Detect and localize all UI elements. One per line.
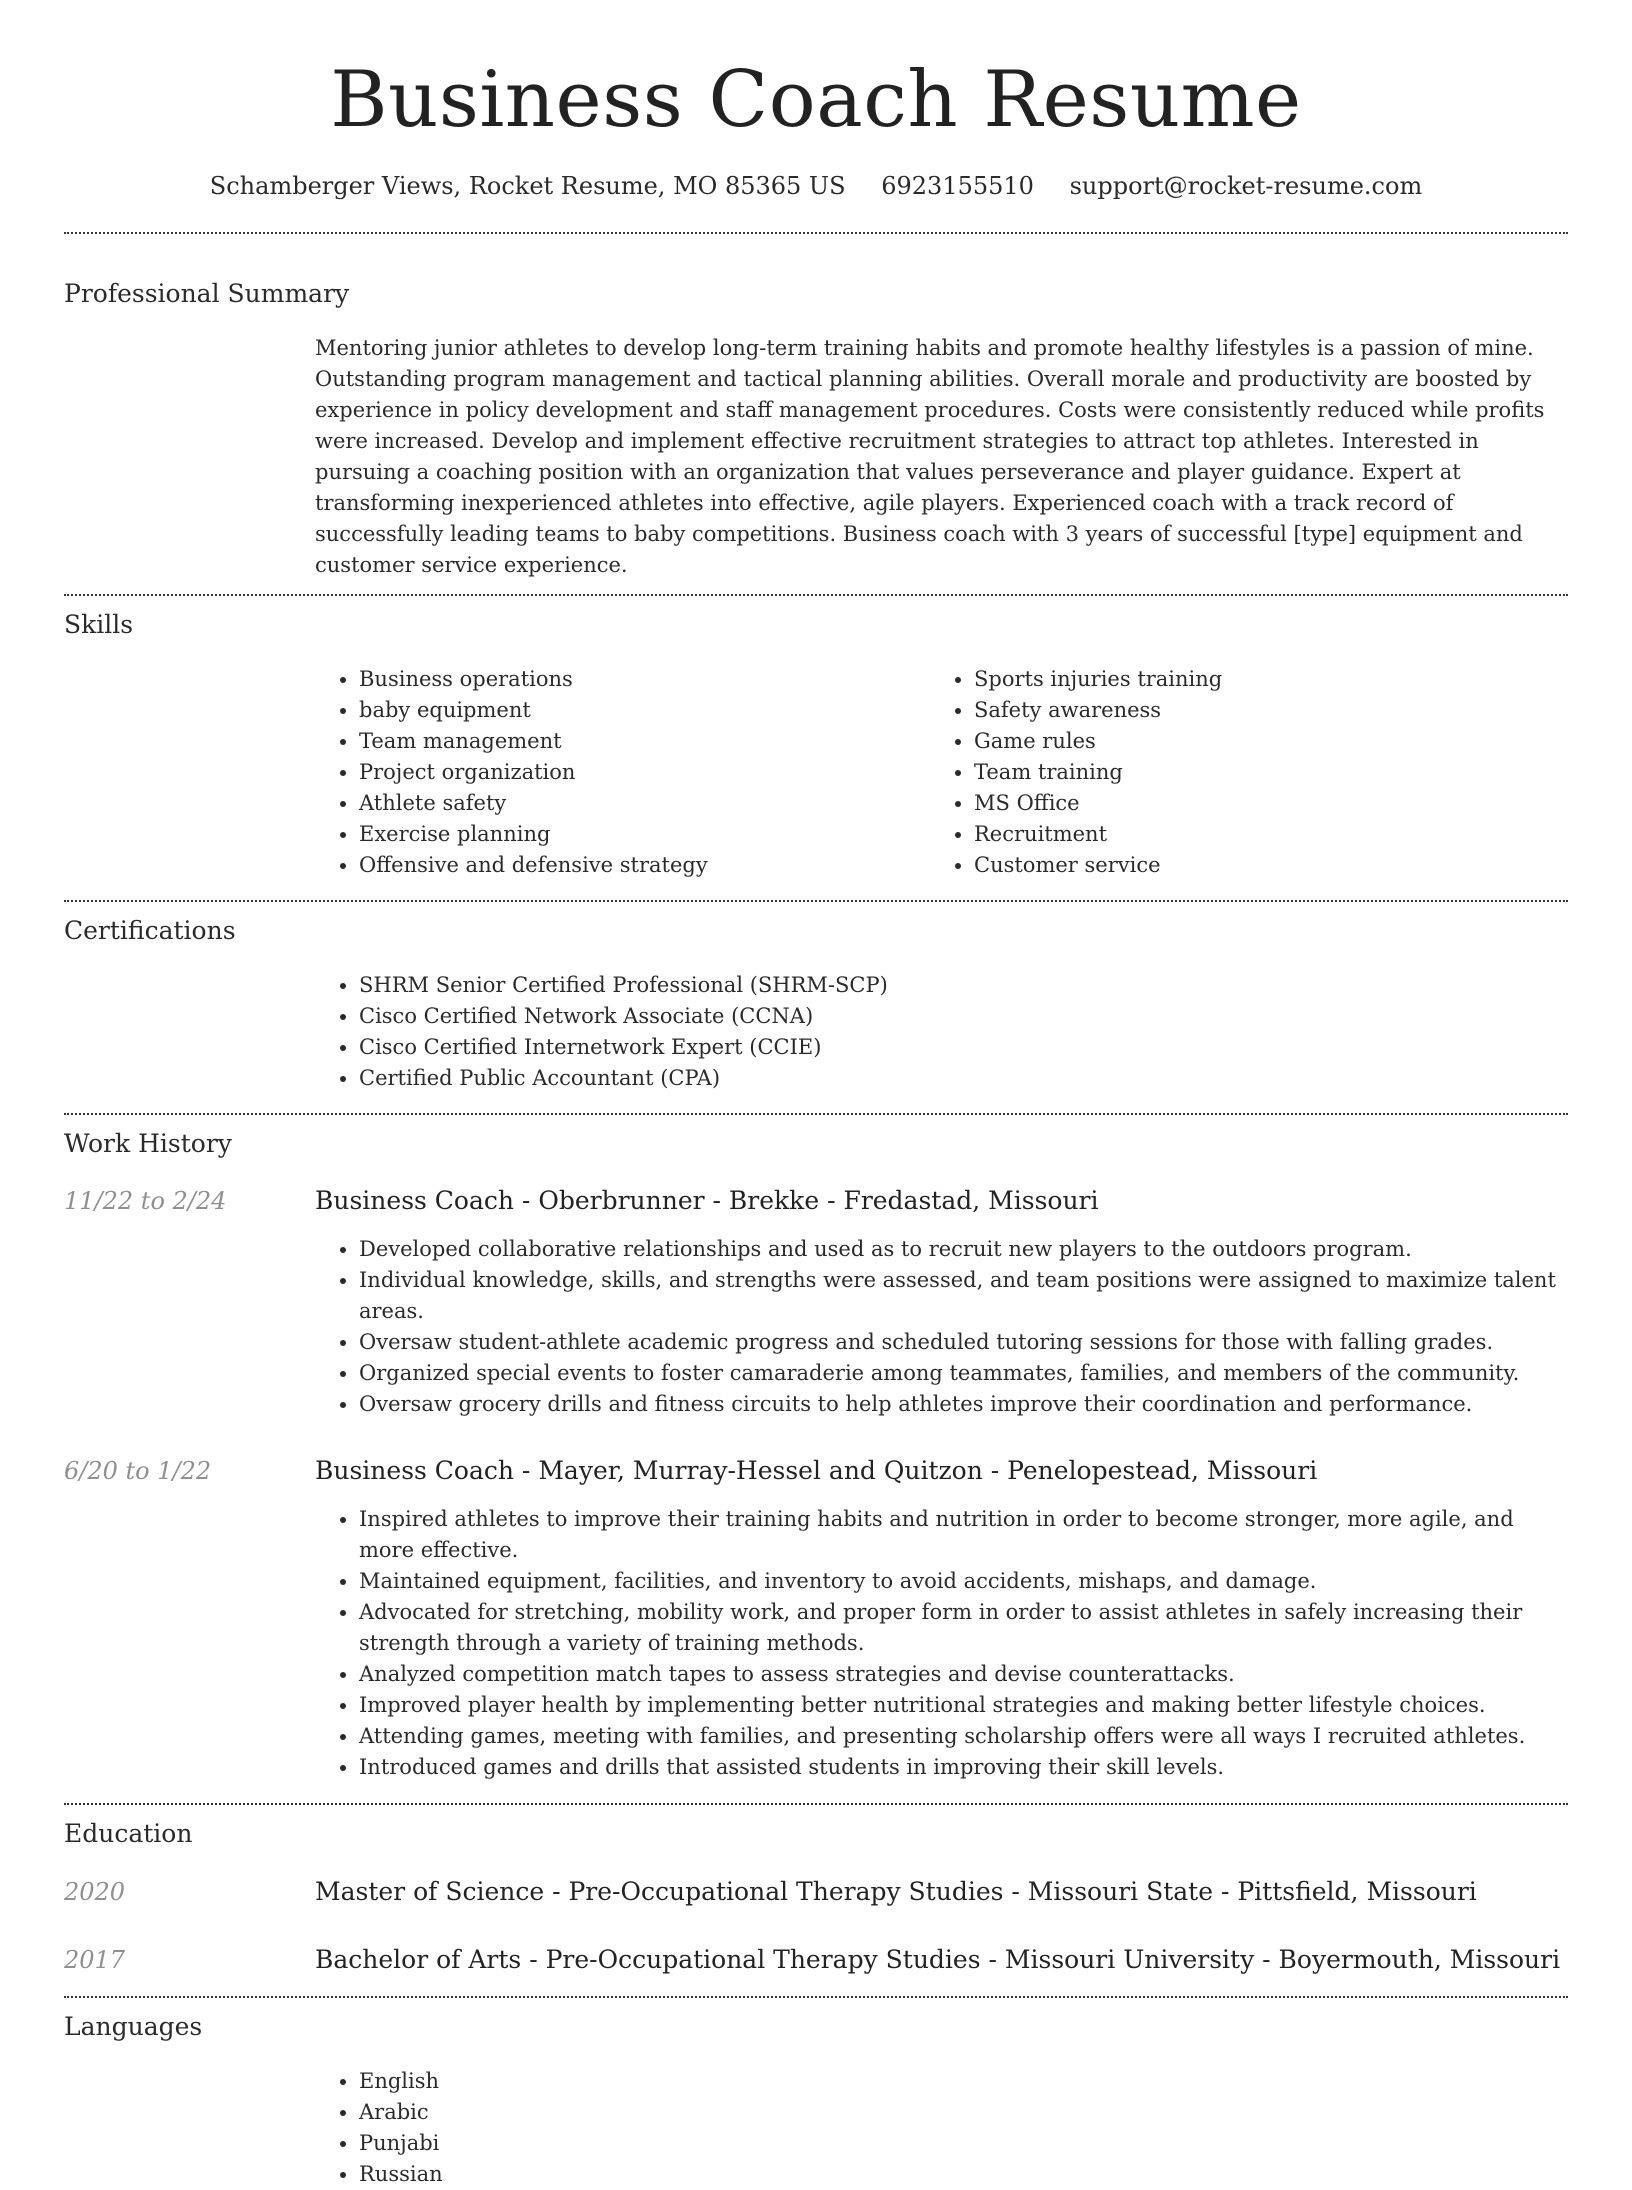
skills-list-right [930, 664, 1545, 881]
section-education [64, 1805, 1568, 1976]
job-heading: Business Coach - Oberbrunner - Brekke - Fredastad, Missouri [315, 1186, 1099, 1215]
list-item: • Oversaw student-athlete academic progress and scheduled tutoring sessions for those with falling grades. [359, 1327, 1568, 1358]
section-title-languages: Languages [64, 2012, 203, 2041]
list-item: • Organized special events to foster camaraderie among teammates, families, and members of the community. [359, 1358, 1568, 1389]
list-item: • Certified Public Accountant (CPA) [359, 1063, 1568, 1094]
section-title-skills: Skills [64, 610, 134, 639]
education-date: 2017 [64, 1946, 126, 1974]
list-item: • Customer service [974, 850, 1545, 881]
summary-text: Mentoring junior athletes to develop long-term training habits and promote healthy lifestyles is a passion of mine. Outstanding program management and tactical planning abilities. Overall morale and productivity are boosted by experience in policy development and staff management procedures. Costs were consistently reduced while profits were increased. Develop and implement effective recruitment strategies to attract top athletes. Interested in pursuing a coaching position with an organization that values perseverance and player guidance. Expert at transforming inexperienced athletes into effective, agile players. Experienced coach with a track record of successfully leading teams to baby competitions. Business coach with 3 years of successful [type] equipment and customer service experience. [315, 336, 1545, 577]
job-date: 6/20 to 1/22 [64, 1457, 212, 1485]
list-item: • Project organization [359, 757, 930, 788]
skills-column-left [315, 664, 930, 881]
section-languages [64, 1998, 1568, 2190]
summary-content [315, 333, 1568, 581]
resume-title: Business Coach Resume [330, 55, 1302, 145]
job-date: 11/22 to 2/24 [64, 1187, 227, 1215]
resume-page [64, 0, 1568, 2190]
education-entry [64, 1944, 1568, 1976]
list-item: • Inspired athletes to improve their training habits and nutrition in order to become stronger, more agile, and more effective. [359, 1504, 1568, 1566]
job-bullets [315, 1234, 1568, 1420]
languages-content [315, 2066, 1568, 2190]
job-bullets [315, 1504, 1568, 1783]
list-item: • Game rules [974, 726, 1545, 757]
list-item: • Punjabi [359, 2128, 1568, 2159]
education-date: 2020 [64, 1878, 126, 1906]
list-item: • Analyzed competition match tapes to assess strategies and devise counterattacks. [359, 1659, 1568, 1690]
section-certifications [64, 902, 1568, 1094]
list-item: • Maintained equipment, facilities, and inventory to avoid accidents, mishaps, and damage. [359, 1566, 1568, 1597]
list-item: • Athlete safety [359, 788, 930, 819]
contact-email: support@rocket-resume.com [1069, 172, 1423, 200]
list-item: • Advocated for stretching, mobility work, and proper form in order to assist athletes in safely increasing their strength through a variety of training methods. [359, 1597, 1568, 1659]
skills-column-right [930, 664, 1545, 881]
contact-address: Schamberger Views, Rocket Resume, MO 85365 US [209, 172, 846, 200]
job-heading: Business Coach - Mayer, Murray-Hessel and Quitzon - Penelopestead, Missouri [315, 1456, 1318, 1485]
list-item: • MS Office [974, 788, 1545, 819]
skills-content [315, 664, 1568, 881]
contact-phone: 6923155510 [881, 172, 1034, 200]
list-item: • Sports injuries training [974, 664, 1545, 695]
job-entry [64, 1185, 1568, 1420]
section-title-certifications: Certifications [64, 916, 236, 945]
list-item: • Oversaw grocery drills and fitness circuits to help athletes improve their coordination and performance. [359, 1389, 1568, 1420]
section-title-education: Education [64, 1819, 193, 1848]
list-item: • Team management [359, 726, 930, 757]
certifications-content [315, 970, 1568, 1094]
list-item: • Improved player health by implementing better nutritional strategies and making better lifestyle choices. [359, 1690, 1568, 1721]
list-item: • Exercise planning [359, 819, 930, 850]
section-work-history [64, 1115, 1568, 1783]
list-item: • Offensive and defensive strategy [359, 850, 930, 881]
list-item: • English [359, 2066, 1568, 2097]
list-item: • Team training [974, 757, 1545, 788]
section-summary [64, 234, 1568, 581]
list-item: • Safety awareness [974, 695, 1545, 726]
list-item: • baby equipment [359, 695, 930, 726]
list-item: • Attending games, meeting with families, and presenting scholarship offers were all ways I recruited athletes. [359, 1721, 1568, 1752]
section-skills [64, 596, 1568, 881]
skills-list-left [315, 664, 930, 881]
resume-header [64, 0, 1568, 202]
list-item: • Recruitment [974, 819, 1545, 850]
languages-list [315, 2066, 1568, 2190]
list-item: • SHRM Senior Certified Professional (SHRM-SCP) [359, 970, 1568, 1001]
list-item: • Developed collaborative relationships and used as to recruit new players to the outdoors program. [359, 1234, 1568, 1265]
job-bullet-list [315, 1504, 1568, 1783]
contact-line [64, 170, 1568, 202]
list-item: • Business operations [359, 664, 930, 695]
certifications-list [315, 970, 1568, 1094]
list-item: • Individual knowledge, skills, and strengths were assessed, and team positions were assigned to maximize talent areas. [359, 1265, 1568, 1327]
education-heading: Bachelor of Arts - Pre-Occupational Therapy Studies - Missouri University - Boyermouth, Missouri [315, 1945, 1561, 1974]
list-item: • Arabic [359, 2097, 1568, 2128]
list-item: • Introduced games and drills that assisted students in improving their skill levels. [359, 1752, 1568, 1783]
section-title-work: Work History [64, 1129, 232, 1158]
education-entry [64, 1876, 1568, 1908]
job-bullet-list [315, 1234, 1568, 1420]
list-item: • Cisco Certified Internetwork Expert (CCIE) [359, 1032, 1568, 1063]
section-title-summary: Professional Summary [64, 279, 350, 308]
list-item: • Cisco Certified Network Associate (CCNA) [359, 1001, 1568, 1032]
list-item: • Russian [359, 2159, 1568, 2190]
job-entry [64, 1455, 1568, 1783]
education-heading: Master of Science - Pre-Occupational Therapy Studies - Missouri State - Pittsfield, Missouri [315, 1877, 1477, 1906]
